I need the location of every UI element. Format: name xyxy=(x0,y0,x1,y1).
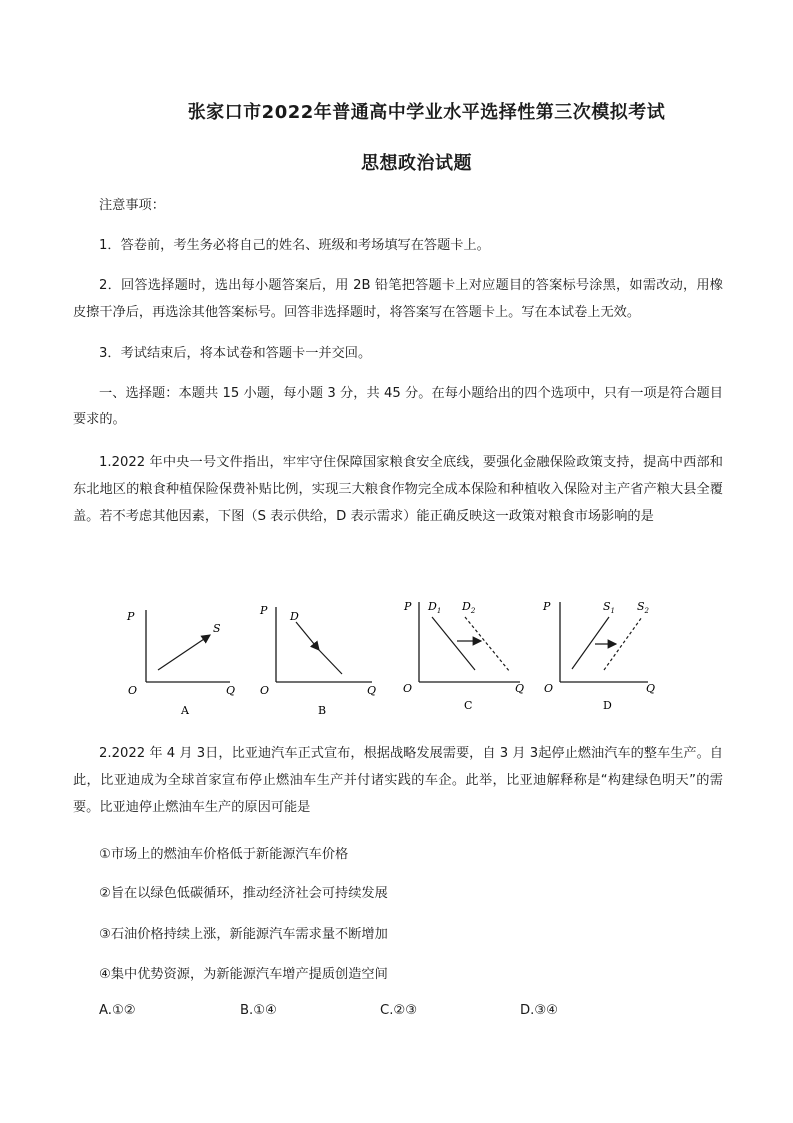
graph-c-origin: O xyxy=(403,682,413,695)
graph-b-origin: O xyxy=(260,684,270,697)
q2-stem: 2.2022 年 4 月 3日，比亚迪汽车正式宣布，根据战略发展需要，自 3 月 3起停止燃油汽车的整车生产。自此，比亚迪成为全球首家宣布停止燃油车生产并付诸实践的车企。此举，比亚迪解释称是“构建绿色明天”的需要。比亚迪停止燃油车生产的原因可能是 xyxy=(73,746,723,815)
q2-choice-d[interactable]: D.③④ xyxy=(520,1003,558,1018)
graph-a-p-label: P xyxy=(127,610,135,623)
graph-b-p-label: P xyxy=(260,604,268,617)
q2-option-3: ③石油价格持续上涨，新能源汽车需求量不断增加 xyxy=(99,927,388,942)
q2-option-1: ①市场上的燃油车价格低于新能源汽车价格 xyxy=(99,847,349,862)
graph-d-s1-curve xyxy=(572,617,609,669)
graph-a-curve-label: S xyxy=(213,622,221,635)
q1-graphs xyxy=(110,592,670,722)
graph-a xyxy=(126,610,235,717)
notes-heading: 注意事项： xyxy=(99,198,165,213)
graph-c-q-label: Q xyxy=(515,682,525,695)
graph-b-curve-label: D xyxy=(290,610,299,623)
q2-choice-c[interactable]: C.②③ xyxy=(380,1003,418,1018)
graph-c-d1-curve xyxy=(432,617,475,670)
graph-a-q-label: Q xyxy=(226,684,236,697)
graph-b xyxy=(259,604,376,717)
graph-a-caption: A xyxy=(181,704,189,717)
graph-a-origin: O xyxy=(128,684,138,697)
note-item-1: 1．答卷前，考生务必将自己的姓名、班级和考场填写在答题卡上。 xyxy=(99,238,490,253)
graph-d-p-label: P xyxy=(543,600,551,613)
graph-b-demand-curve xyxy=(319,650,342,674)
graph-a-supply-curve xyxy=(158,635,210,670)
graph-c-p-label: P xyxy=(404,600,412,613)
graph-c xyxy=(403,600,524,712)
q2-choice-b[interactable]: B.①④ xyxy=(240,1003,277,1018)
graph-d-origin: O xyxy=(544,682,554,695)
note-item-2: 2．回答选择题时，选出每小题答案后，用 2B 铅笔把答题卡上对应题目的答案标号涂黑，如需改动，用橡皮擦干净后，再选涂其他答案标号。回答非选择题时，将答案写在答题卡上。写在本试卷上无效。 xyxy=(73,278,723,320)
exam-title: 张家口市2022年普通高中学业水平选择性第三次模拟考试 xyxy=(187,102,666,123)
graph-d-caption: D xyxy=(603,699,612,712)
graph-d xyxy=(542,600,655,712)
graph-c-d1-label: $D_1$ xyxy=(428,600,442,615)
graph-d-q-label: Q xyxy=(646,682,656,695)
graph-d-s1-label: $S_1$ xyxy=(603,600,616,615)
graph-c-caption: C xyxy=(464,699,473,712)
q2-choice-a[interactable]: A.①② xyxy=(99,1003,136,1018)
graph-c-d2-curve xyxy=(465,617,510,672)
graph-c-d2-label: $D_2$ xyxy=(462,600,476,615)
graph-b-q-label: Q xyxy=(367,684,377,697)
exam-subtitle: 思想政治试题 xyxy=(361,153,472,174)
q1-stem: 1.2022 年中央一号文件指出，牢牢守住保障国家粮食安全底线，要强化金融保险政策支持，提高中西部和东北地区的粮食种植保险保费补贴比例，实现三大粮食作物完全成本保险和种植收入保险对主产省产粮大县全覆盖。若不考虑其他因素，下图（S 表示供给，D 表示需求）能正确反映这一政策对粮食市场影响的是 xyxy=(73,455,723,524)
graph-b-caption: B xyxy=(318,704,327,717)
graph-b-demand-arrow xyxy=(296,622,319,650)
q2-option-2: ②旨在以绿色低碳循环，推动经济社会可持续发展 xyxy=(99,886,388,901)
note-item-3: 3．考试结束后，将本试卷和答题卡一并交回。 xyxy=(99,346,372,361)
section1-intro: 一、选择题：本题共 15 小题，每小题 3 分，共 45 分。在每小题给出的四个选项中，只有一项是符合题目要求的。 xyxy=(73,386,723,427)
graph-d-s2-label: $S_2$ xyxy=(637,600,650,615)
q2-option-4: ④集中优势资源，为新能源汽车增产提质创造空间 xyxy=(99,967,388,982)
